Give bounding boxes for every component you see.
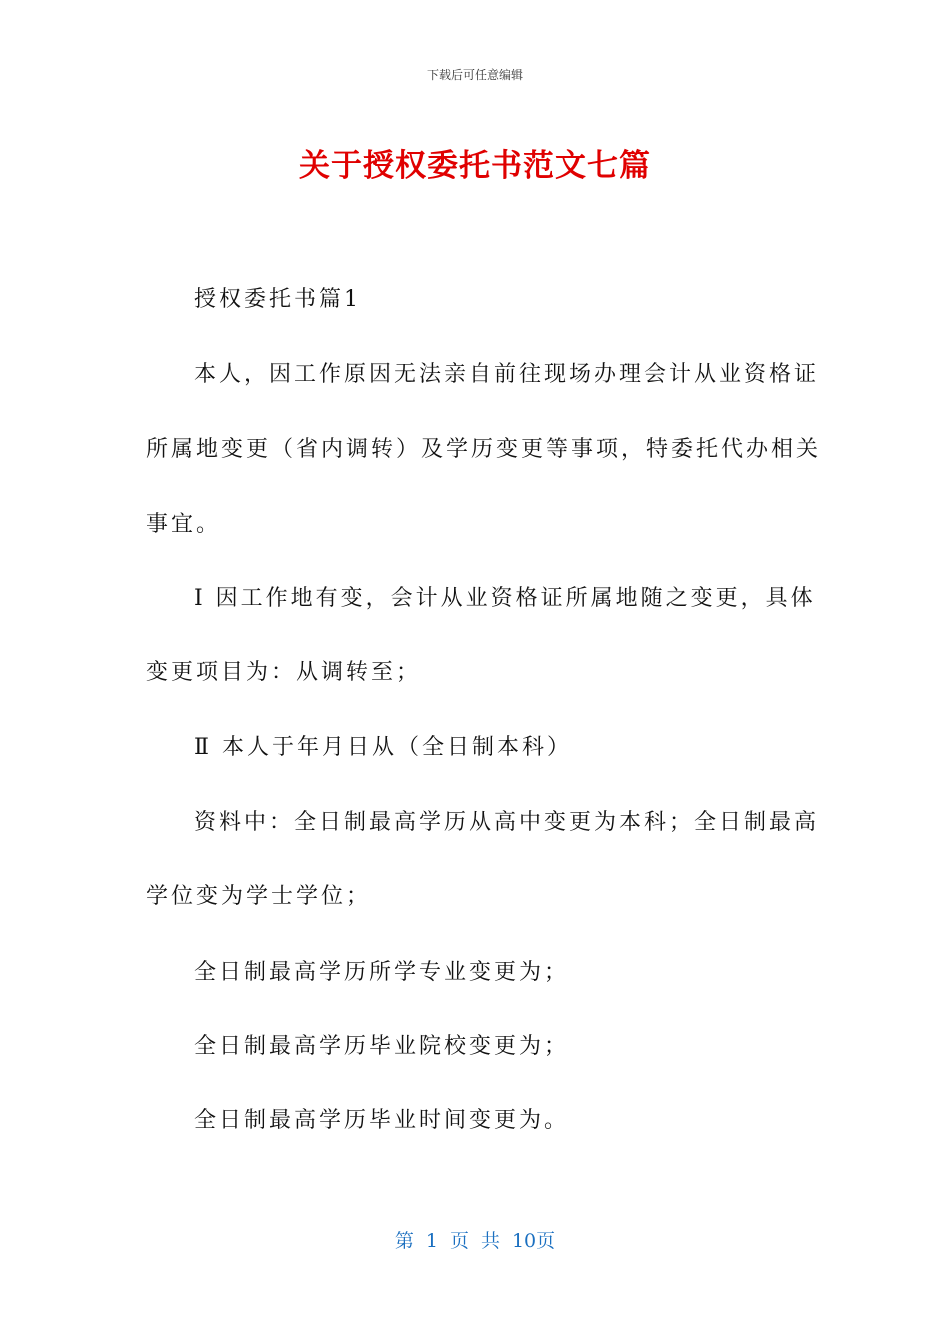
paragraph-line: 本人，因工作原因无法亲自前往现场办理会计从业资格证 [194,362,820,387]
total-pages: 10页 [511,1230,556,1252]
paragraph-line: 全日制最高学历毕业院校变更为； [194,1034,570,1059]
page-footer [0,1226,950,1253]
document-title: 关于授权委托书范文七篇 [299,148,651,184]
paragraph-line: 学位变为学士学位； [146,884,372,909]
paragraph-line: 全日制最高学历毕业时间变更为。 [194,1108,570,1133]
header-note: 下载后可任意编辑 [426,68,523,82]
page-unit: 页 [449,1230,469,1252]
section-heading: 授权委托书篇1 [194,287,361,312]
paragraph-line: 事宜。 [146,512,222,537]
paragraph-line: 所属地变更（省内调转）及学历变更等事项，特委托代办相关 [146,437,822,462]
paragraph-line: Ⅰ 因工作地有变，会计从业资格证所属地随之变更，具体 [194,586,816,611]
page-number: 1 [425,1230,438,1252]
paragraph-line: 资料中：全日制最高学历从高中变更为本科；全日制最高 [194,810,820,835]
page-label: 第 [394,1230,414,1252]
paragraph-line: Ⅱ 本人于年月日从（全日制本科） [194,735,572,760]
paragraph-line: 变更项目为：从调转至； [146,660,422,685]
paragraph-line: 全日制最高学历所学专业变更为； [194,960,570,985]
total-label: 共 [480,1230,500,1252]
